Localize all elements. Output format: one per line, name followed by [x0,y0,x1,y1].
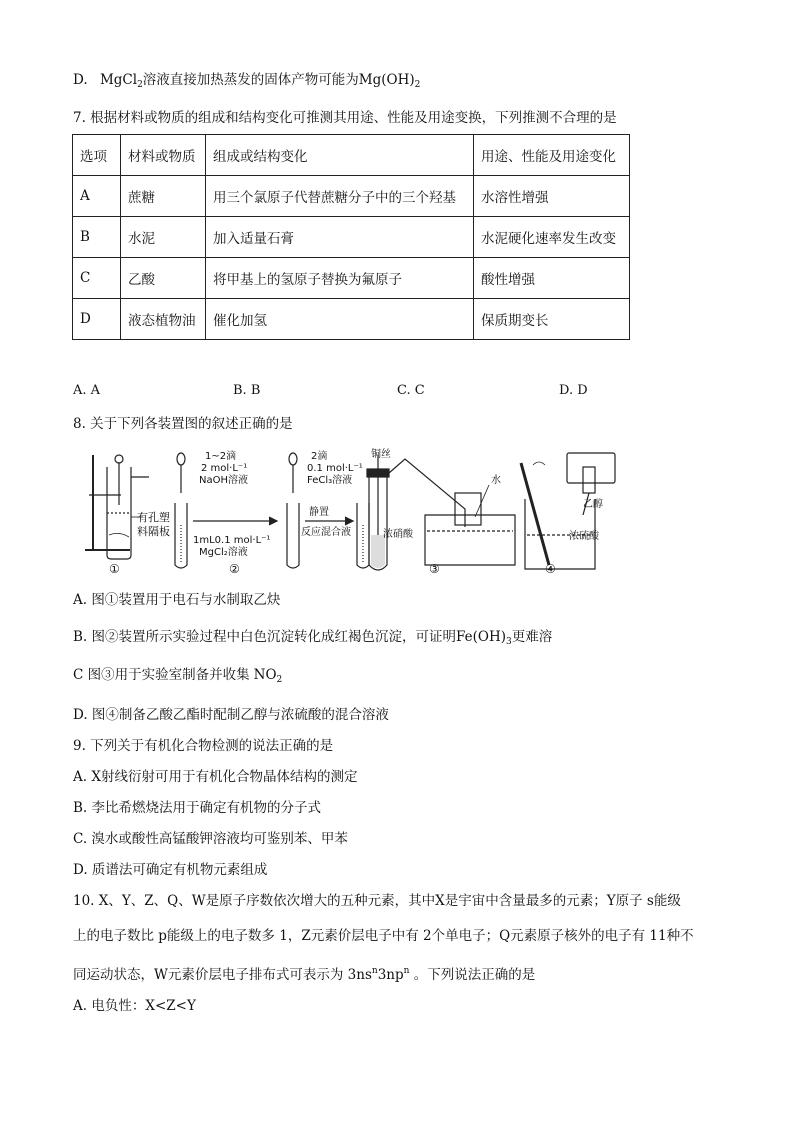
table-cell: B [73,217,121,258]
q10-stem-line1: 10. X、Y、Z、Q、W是原子序数依次增大的五种元素，其中X是宇宙中含量最多的元素；Y原子 s能级 [73,893,681,909]
table-header: 组成或结构变化 [206,135,474,176]
svg-text:反应混合液: 反应混合液 [301,527,351,538]
table-cell: 加入适量石膏 [206,217,474,258]
q10-option-a[interactable]: A. 电负性：X<Z<Y [73,998,196,1014]
figure-number-2: ② [229,562,240,576]
apparatus-4 [521,453,615,576]
formula-mgcl2: MgCl$_2$ [99,72,143,90]
table-cell: A [73,176,121,217]
apparatus-3 [367,447,515,576]
label-plastic-plate: 有孔塑 [137,511,170,524]
label-ethanol: 乙醇 [583,499,603,510]
table-header: 选项 [73,135,121,176]
table-header: 用途、性能及用途变化 [474,135,630,176]
q9-option-c[interactable]: C. 溴水或酸性高锰酸钾溶液均可鉴别苯、甲苯 [73,831,348,847]
table-header-row [73,135,630,176]
table-row [73,299,630,340]
q8-option-b[interactable]: B. 图②装置所示实验过程中白色沉淀转化成红褐色沉淀，可证明$Fe(OH)_3$更难溶 [73,629,553,647]
figure-number-4: ④ [545,562,556,576]
label-copper-wire: 铜丝 [371,449,391,460]
table-cell: 将甲基上的氢原子替换为氟原子 [206,258,474,299]
q7-table [72,134,630,340]
formula-no2: $NO_2$ [253,667,283,685]
label-naoh-drops: 1~2滴 [205,451,237,462]
label-fecl3-drops: 2滴 [311,451,328,462]
apparatus-2 [175,449,369,576]
table-cell: 水溶性增强 [474,176,630,217]
q6d-text: 溶液直接加热蒸发的固体产物可能为 [142,72,359,88]
q9-stem: 9. 下列关于有机化合物检测的说法正确的是 [73,738,334,754]
table-cell: 保质期变长 [474,299,630,340]
figure-number-3: ③ [429,562,440,576]
table-row [73,258,630,299]
table-cell: 催化加氢 [206,299,474,340]
apparatus-figure [75,445,635,577]
q8-option-d[interactable]: D. 图④制备乙酸乙酯时配制乙醇与浓硫酸的混合溶液 [73,707,389,723]
table-header: 材料或物质 [121,135,206,176]
label-water: 水 [491,475,501,486]
table-row [73,176,630,217]
table-row [73,217,630,258]
table-cell: 乙酸 [121,258,206,299]
table-cell: C [73,258,121,299]
svg-text:2 mol·L⁻¹: 2 mol·L⁻¹ [201,463,248,474]
svg-text:NaOH溶液: NaOH溶液 [199,475,248,486]
table-cell: 用三个氯原子代替蔗糖分子中的三个羟基 [206,176,474,217]
q9-option-b[interactable]: B. 李比希燃烧法用于确定有机物的分子式 [73,800,322,816]
formula-valence-config: $3ns^n3np^n$ [347,966,410,983]
q8-stem: 8. 关于下列各装置图的叙述正确的是 [73,416,293,432]
q6-option-d [73,70,420,95]
table-cell: 水泥 [121,217,206,258]
q10-stem-line2: 上的电子数比 p能级上的电子数多 1，Z元素价层电子中有 2个单电子；Q元素原子核外的电子有 11种不 [73,928,694,944]
svg-text:FeCl₃溶液: FeCl₃溶液 [307,475,353,486]
formula-feoh3: $Fe(OH)_3$ [456,629,512,647]
apparatus-1 [85,455,170,576]
q7-option-c[interactable]: C. C [397,383,425,398]
table-cell: 液态植物油 [121,299,206,340]
q8-option-c[interactable]: C 图③用于实验室制备并收集 $NO_2$ [73,667,283,685]
q7-option-a[interactable]: A. A [73,383,101,398]
table-cell: D [73,299,121,340]
q9-option-d[interactable]: D. 质谱法可确定有机物元素组成 [73,862,268,878]
q7-option-b[interactable]: B. B [233,383,261,398]
label-conc-sulfuric: 浓硫酸 [569,531,599,542]
option-label: D. [73,72,88,88]
svg-text:MgCl₂溶液: MgCl₂溶液 [199,547,248,558]
svg-text:料隔板: 料隔板 [137,525,170,538]
svg-text:0.1 mol·L⁻¹: 0.1 mol·L⁻¹ [307,463,363,474]
q8-option-a[interactable]: A. 图①装置用于电石与水制取乙炔 [73,592,281,608]
table-cell: 酸性增强 [474,258,630,299]
table-cell: 蔗糖 [121,176,206,217]
figure-number-1: ① [109,562,120,576]
label-conc-nitric: 浓硝酸 [383,529,413,540]
table-cell: 水泥硬化速率发生改变 [474,217,630,258]
q10-stem-line3: 同运动状态，W元素价层电子排布式可表示为 $3ns^n3np^n$ 。下列说法正确的是 [73,966,536,983]
formula-mgoh2: $Mg(OH)_2$ [358,72,421,90]
q7-stem: 7. 根据材料或物质的组成和结构变化可推测其用途、性能及用途变换，下列推测不合理的是 [73,110,617,126]
label-standing: 静置 [309,507,329,518]
q7-option-d[interactable]: D. D [559,383,588,398]
label-mgcl2-tube: 1mL0.1 mol·L⁻¹ [193,535,271,546]
q9-option-a[interactable]: A. X射线衍射可用于有机化合物晶体结构的测定 [73,769,358,785]
